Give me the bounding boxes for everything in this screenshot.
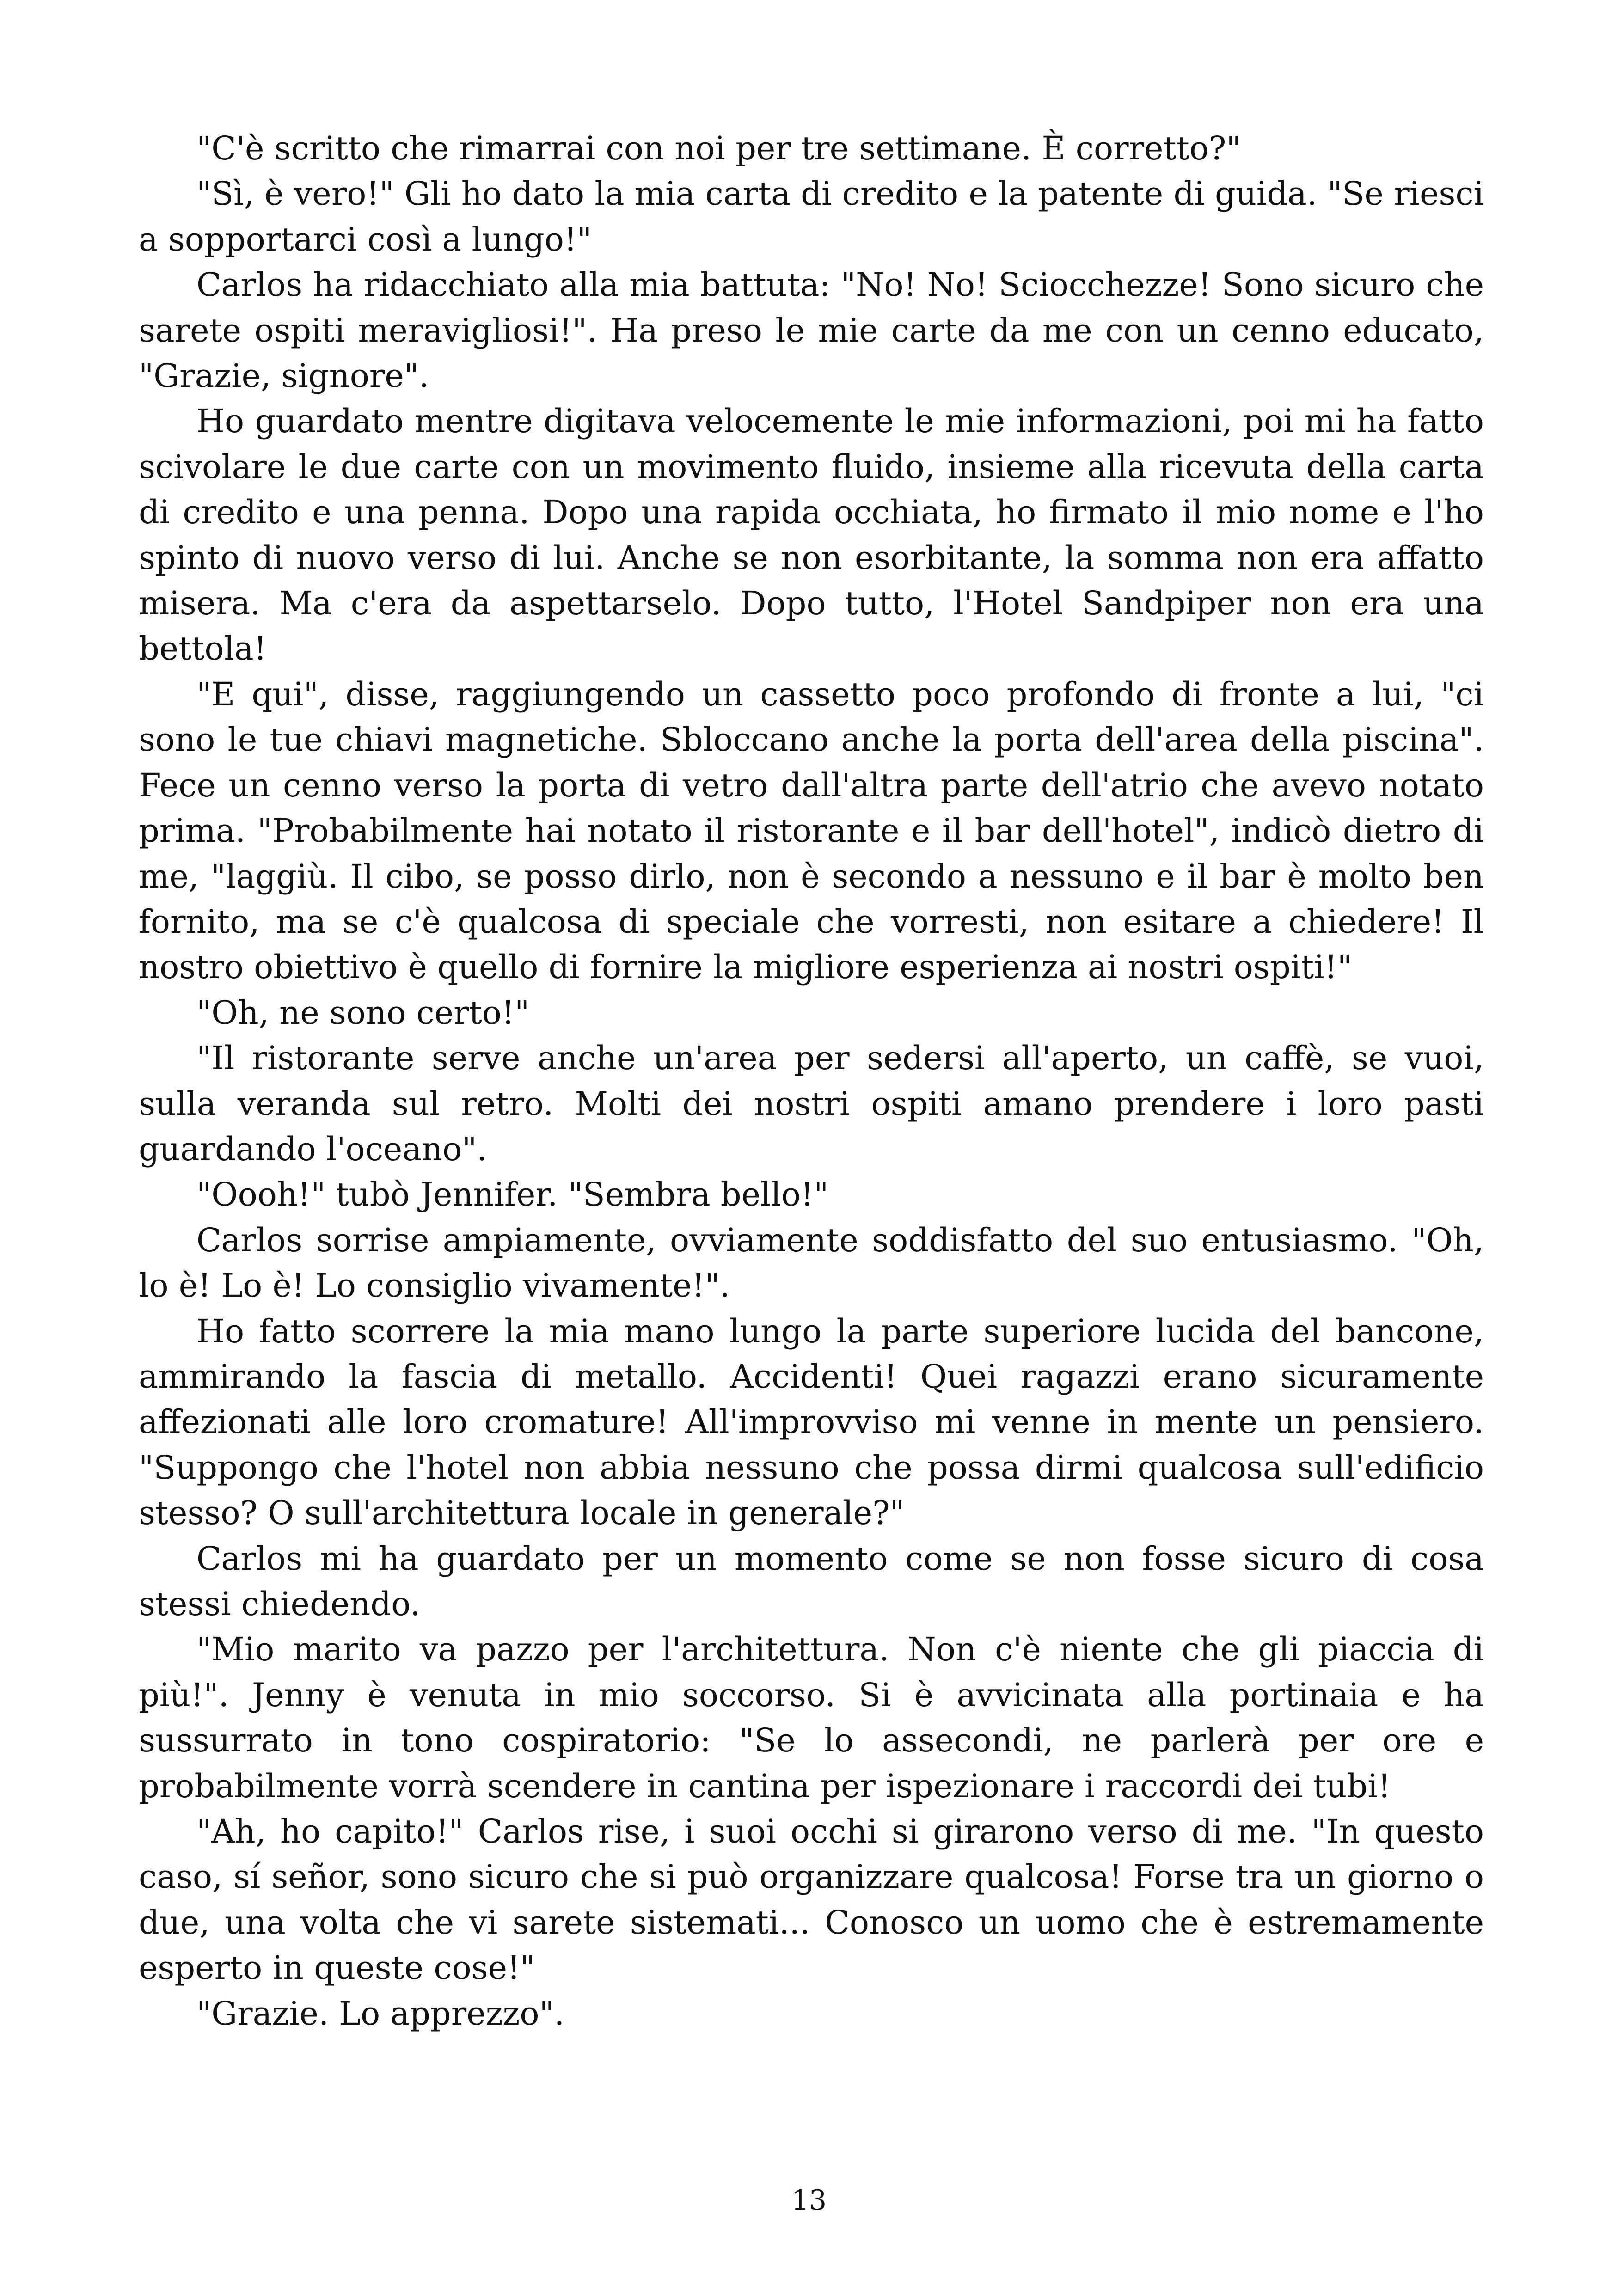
- paragraph: Carlos mi ha guardato per un momento come se non fosse sicuro di cosa stessi chiedendo.: [139, 1539, 1484, 1623]
- body-text: [139, 126, 1484, 2036]
- paragraph: Ho fatto scorrere la mia mano lungo la parte superiore lucida del bancone, ammirando la fascia di metallo. Accidenti! Quei ragazzi erano sicuramente affezionati alle loro cromature! All'improvviso mi venne in mente un pensiero. "Suppongo che l'hotel non abbia nessuno che possa dirmi qualcosa sull'edificio stesso? O sull'architettura locale in generale?": [139, 1312, 1484, 1532]
- page-number: 13: [791, 2184, 827, 2216]
- paragraph: Carlos ha ridacchiato alla mia battuta: "No! No! Sciocchezze! Sono sicuro che sarete ospiti meravigliosi!". Ha preso le mie carte da me con un cenno educato, "Grazie, signore".: [139, 266, 1484, 395]
- paragraph: Carlos sorrise ampiamente, ovviamente soddisfatto del suo entusiasmo. "Oh, lo è! Lo è! Lo consiglio vivamente!".: [139, 1221, 1484, 1305]
- paragraph: Ho guardato mentre digitava velocemente le mie informazioni, poi mi ha fatto scivolare le due carte con un movimento fluido, insieme alla ricevuta della carta di credito e una penna. Dopo una rapida occhiata, ho firmato il mio nome e l'ho spinto di nuovo verso di lui. Anche se non esorbitante, la somma non era affatto misera. Ma c'era da aspettarselo. Dopo tutto, l'Hotel Sandpiper non era una bettola!: [139, 402, 1484, 668]
- paragraph: "Grazie. Lo apprezzo".: [196, 1994, 564, 2033]
- paragraph: "Mio marito va pazzo per l'architettura. Non c'è niente che gli piaccia di più!". Jenny è venuta in mio soccorso. Si è avvicinata alla portinaia e ha sussurrato in tono cospiratorio: "Se lo assecondi, ne parlerà per ore e probabilmente vorrà scendere in cantina per ispezionare i raccordi dei tubi!: [139, 1630, 1484, 1805]
- paragraph: "Oooh!" tubò Jennifer. "Sembra bello!": [196, 1176, 829, 1214]
- paragraph: "C'è scritto che rimarrai con noi per tre settimane. È corretto?": [196, 129, 1241, 167]
- paragraph: "Ah, ho capito!" Carlos rise, i suoi occhi si girarono verso di me. "In questo caso, sí señor, sono sicuro che si può organizzare qualcosa! Forse tra un giorno o due, una volta che vi sarete sistemati... Conosco un uomo che è estremamente esperto in queste cose!": [139, 1812, 1484, 1987]
- paragraph: "E qui", disse, raggiungendo un cassetto poco profondo di fronte a lui, "ci sono le tue chiavi magnetiche. Sbloccano anche la porta dell'area della piscina". Fece un cenno verso la porta di vetro dall'altra parte dell'atrio che avevo notato prima. "Probabilmente hai notato il ristorante e il bar dell'hotel", indicò dietro di me, "laggiù. Il cibo, se posso dirlo, non è secondo a nessuno e il bar è molto ben fornito, ma se c'è qualcosa di speciale che vorresti, non esitare a chiedere! Il nostro obiettivo è quello di fornire la migliore esperienza ai nostri ospiti!": [139, 675, 1484, 986]
- paragraph: "Oh, ne sono certo!": [196, 993, 530, 1032]
- paragraph: "Il ristorante serve anche un'area per sedersi all'aperto, un caffè, se vuoi, sulla veranda sul retro. Molti dei nostri ospiti amano prendere i loro pasti guardando l'oceano".: [139, 1039, 1484, 1168]
- paragraph: "Sì, è vero!" Gli ho dato la mia carta di credito e la patente di guida. "Se riesci a sopportarci così a lungo!": [139, 175, 1484, 258]
